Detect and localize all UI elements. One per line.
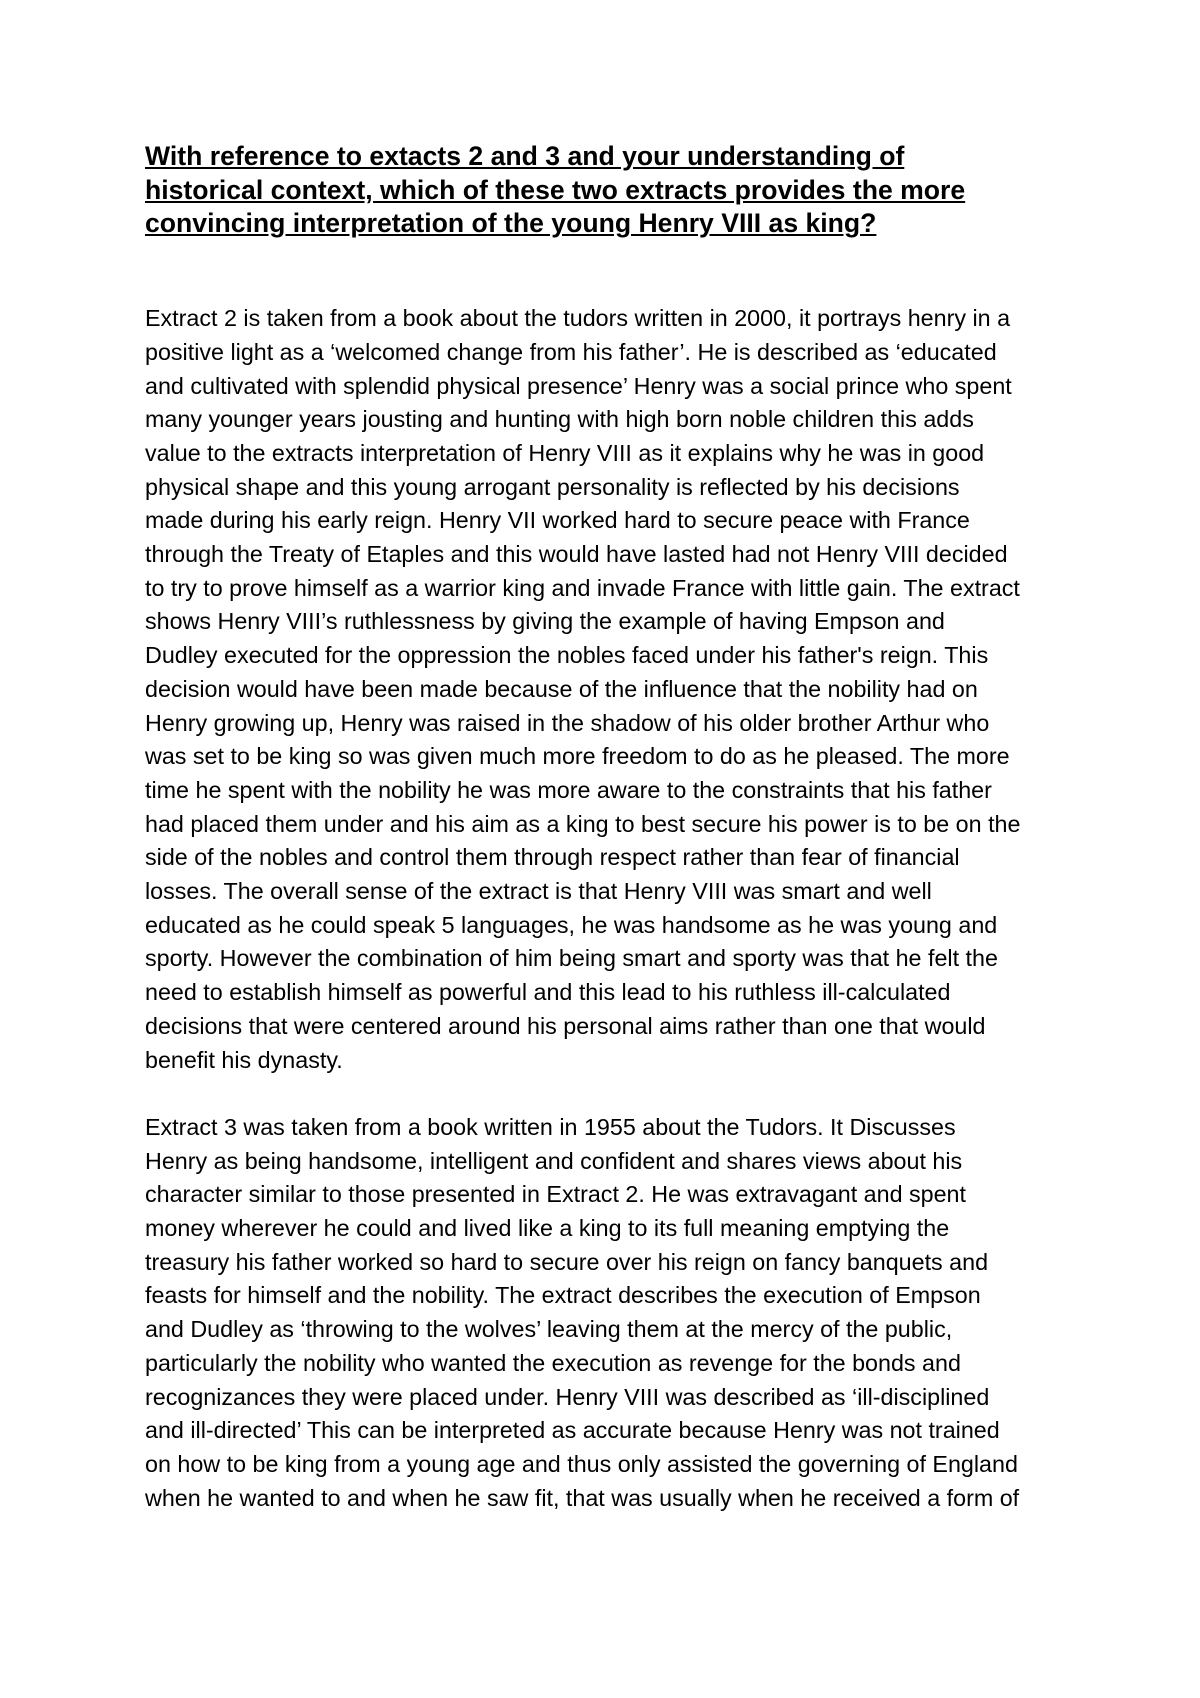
- text-line: and Dudley as ‘throwing to the wolves’ leaving them at the mercy of the public,: [145, 1316, 953, 1343]
- paragraph-extract-3: [145, 1111, 1070, 1515]
- heading-line: With reference to extacts 2 and 3 and your understanding of: [145, 141, 905, 171]
- text-line: value to the extracts interpretation of Henry VIII as it explains why he was in good: [145, 439, 985, 466]
- text-line: money wherever he could and lived like a king to its full meaning emptying the: [145, 1215, 950, 1242]
- text-line: had placed them under and his aim as a king to best secure his power is to be on the: [145, 810, 1021, 837]
- heading-line: historical context, which of these two extracts provides the more: [145, 174, 966, 205]
- text-line: positive light as a ‘welcomed change from his father’. He is described as ‘educated: [145, 338, 997, 365]
- text-line: physical shape and this young arrogant personality is reflected by his decisions: [145, 473, 960, 500]
- text-line: treasury his father worked so hard to secure over his reign on fancy banquets and: [145, 1248, 989, 1275]
- text-line: and ill-directed’ This can be interpreted as accurate because Henry was not trained: [145, 1417, 1000, 1444]
- text-line: Dudley executed for the oppression the nobles faced under his father's reign. This: [145, 642, 989, 669]
- text-line: decision would have been made because of the influence that the nobility had on: [145, 675, 978, 702]
- text-line: made during his early reign. Henry VII worked hard to secure peace with France: [145, 507, 970, 534]
- text-line: Henry growing up, Henry was raised in the shadow of his older brother Arthur who: [145, 709, 990, 736]
- text-line: was set to be king so was given much more freedom to do as he pleased. The more: [145, 743, 1010, 770]
- text-line: Extract 2 is taken from a book about the tudors written in 2000, it portrays henry in a: [145, 305, 1011, 332]
- text-line: losses. The overall sense of the extract is that Henry VIII was smart and well: [145, 878, 932, 905]
- text-line: through the Treaty of Etaples and this would have lasted had not Henry VIII decided: [145, 541, 1008, 568]
- text-line: educated as he could speak 5 languages, he was handsome as he was young and: [145, 911, 998, 938]
- text-line: recognizances they were placed under. Henry VIII was described as ‘ill-disciplined: [145, 1383, 990, 1410]
- text-line: decisions that were centered around his personal aims rather than one that would: [145, 1012, 986, 1039]
- text-line: shows Henry VIII’s ruthlessness by giving the example of having Empson and: [145, 608, 945, 635]
- text-line: character similar to those presented in Extract 2. He was extravagant and spent: [145, 1181, 966, 1208]
- text-line: particularly the nobility who wanted the execution as revenge for the bonds and: [145, 1349, 961, 1376]
- text-line: sporty. However the combination of him being smart and sporty was that he felt the: [145, 945, 998, 972]
- heading-line: convincing interpretation of the young Henry VIII as king?: [145, 208, 877, 239]
- paragraph-extract-2: [145, 302, 1070, 1077]
- text-line: Henry as being handsome, intelligent and confident and shares views about his: [145, 1147, 963, 1174]
- text-line: time he spent with the nobility he was more aware to the constraints that his father: [145, 776, 992, 803]
- text-line: side of the nobles and control them through respect rather than fear of financial: [145, 844, 960, 871]
- text-line: to try to prove himself as a warrior king and invade France with little gain. The extract: [145, 574, 1020, 601]
- text-line: need to establish himself as powerful and this lead to his ruthless ill-calculated: [145, 979, 951, 1006]
- text-line: when he wanted to and when he saw fit, that was usually when he received a form of: [145, 1484, 1020, 1511]
- text-line: on how to be king from a young age and thus only assisted the governing of England: [145, 1451, 1018, 1477]
- text-line: Extract 3 was taken from a book written in 1955 about the Tudors. It Discusses: [145, 1113, 956, 1140]
- text-line: benefit his dynasty.: [145, 1046, 343, 1073]
- text-line: feasts for himself and the nobility. The extract describes the execution of Empson: [145, 1282, 981, 1309]
- essay-question-heading: [145, 140, 1070, 241]
- text-line: many younger years jousting and hunting with high born noble children this adds: [145, 406, 974, 433]
- document-page: [145, 140, 1070, 1549]
- text-line: and cultivated with splendid physical presence’ Henry was a social prince who spent: [145, 372, 1012, 399]
